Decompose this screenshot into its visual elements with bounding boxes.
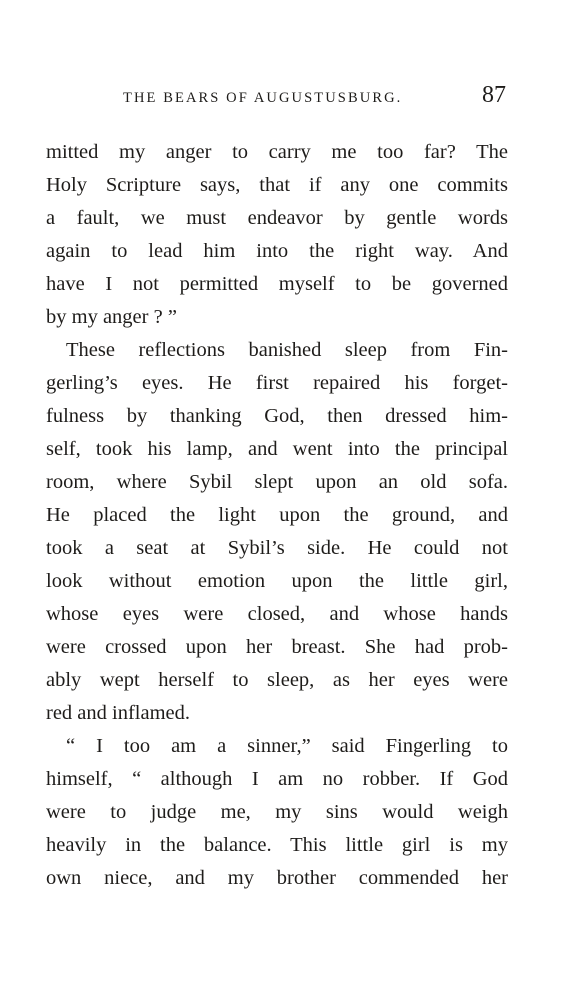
text-line: gerling’s eyes. He first repaired his forget- [46, 372, 508, 394]
text-line: again to lead him into the right way. And [46, 240, 508, 262]
text-line: were crossed upon her breast. She had prob- [46, 636, 508, 658]
text-line: red and inflamed. [46, 702, 191, 724]
text-line: look without emotion upon the little girl, [46, 570, 508, 592]
text-line: took a seat at Sybil’s side. He could not [46, 537, 508, 559]
text-line: room, where Sybil slept upon an old sofa. [46, 471, 508, 493]
text-line: were to judge me, my sins would weigh [46, 801, 508, 823]
text-line: a fault, we must endeavor by gentle words [46, 207, 508, 229]
text-line: whose eyes were closed, and whose hands [46, 603, 508, 625]
text-line: self, took his lamp, and went into the principal [46, 438, 508, 460]
text-line: He placed the light upon the ground, and [46, 504, 508, 526]
text-line: “ I too am a sinner,” said Fingerling to [66, 735, 508, 757]
text-line: These reflections banished sleep from Fin- [66, 339, 508, 361]
text-line: mitted my anger to carry me too far? The [46, 141, 508, 163]
running-title: THE BEARS OF AUGUSTUSBURG. [123, 90, 403, 106]
text-line: himself, “ although I am no robber. If God [46, 768, 508, 790]
text-line: have I not permitted myself to be governed [46, 273, 508, 295]
body-text [46, 136, 508, 895]
running-head [46, 84, 508, 114]
page-number: 87 [482, 82, 506, 108]
text-line: ably wept herself to sleep, as her eyes were [46, 669, 508, 691]
text-line: by my anger ? ” [46, 306, 177, 328]
text-line: heavily in the balance. This little girl is my [46, 834, 508, 856]
text-line: own niece, and my brother commended her [46, 867, 508, 889]
text-line: Holy Scripture says, that if any one commits [46, 174, 508, 196]
text-line: fulness by thanking God, then dressed him- [46, 405, 508, 427]
